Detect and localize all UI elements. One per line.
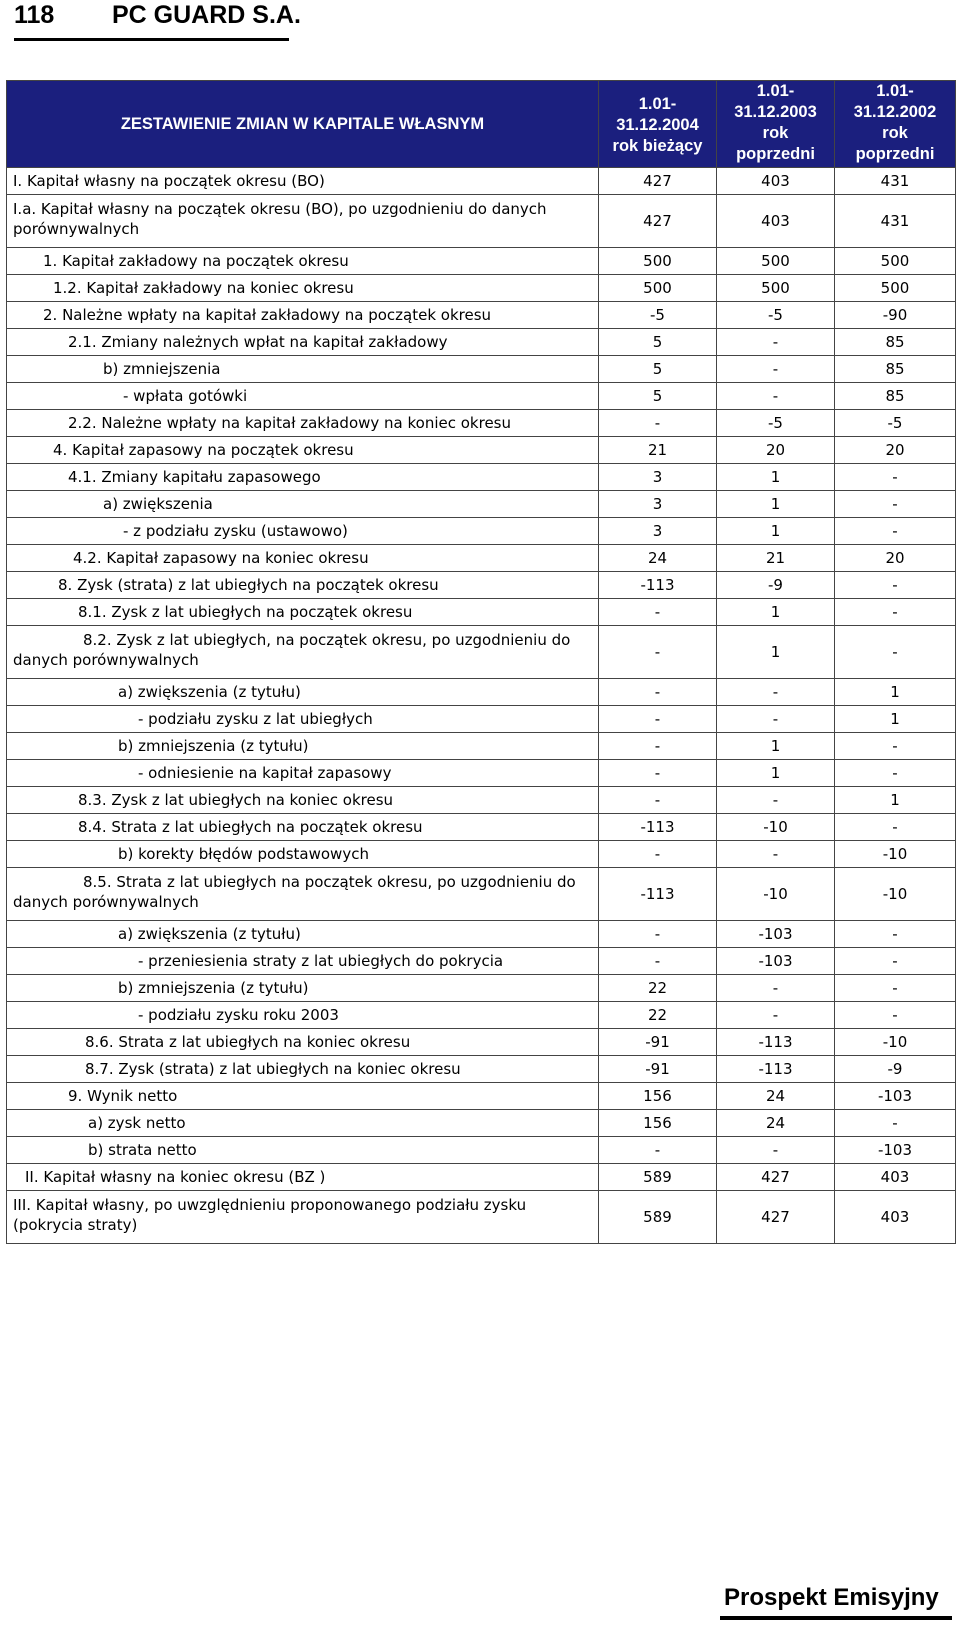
row-value: - [599,921,717,948]
row-value: -91 [599,1056,717,1083]
row-value: 85 [835,329,956,356]
row-label: 8.7. Zysk (strata) z lat ubiegłych na koniec okresu [7,1056,599,1083]
period-header-line: 1.01- [876,82,914,100]
row-label: 1. Kapitał zakładowy na początek okresu [7,248,599,275]
row-label: 4.2. Kapitał zapasowy na koniec okresu [7,545,599,572]
row-value: - [835,948,956,975]
table-row [7,491,956,518]
period-header-line: rok bieżący [612,136,703,155]
table-row [7,168,956,195]
row-value: -10 [835,841,956,868]
row-value: 5 [599,329,717,356]
row-value: 500 [599,248,717,275]
table-row [7,437,956,464]
row-label: - podziału zysku z lat ubiegłych [7,706,599,733]
row-value: - [717,383,835,410]
row-value: - [717,706,835,733]
row-value: -5 [599,302,717,329]
period-header-line: 31.12.2002 [853,103,937,121]
row-value: - [835,464,956,491]
table-row [7,572,956,599]
page-number: 118 [14,1,55,29]
row-label: - z podziału zysku (ustawowo) [7,518,599,545]
table-row [7,626,956,679]
row-value: 85 [835,383,956,410]
row-value: 21 [599,437,717,464]
row-value: -113 [599,572,717,599]
period-header-line: poprzedni [855,145,935,163]
table-row [7,1056,956,1083]
row-value: 85 [835,356,956,383]
row-value: -10 [717,814,835,841]
row-value: 427 [717,1191,835,1244]
row-value: 156 [599,1083,717,1110]
row-value: -10 [835,868,956,921]
row-value: - [599,760,717,787]
row-label: - przeniesienia straty z lat ubiegłych do pokrycia [7,948,599,975]
row-value: 427 [599,195,717,248]
row-value: -5 [717,410,835,437]
row-label: a) zwiększenia [7,491,599,518]
row-value: - [835,733,956,760]
row-value: - [835,921,956,948]
row-label: 2. Należne wpłaty na kapitał zakładowy na początek okresu [7,302,599,329]
row-value: 3 [599,464,717,491]
row-value: - [835,814,956,841]
row-value: 403 [717,195,835,248]
row-value: 1 [835,679,956,706]
table-row [7,787,956,814]
row-value: -5 [835,410,956,437]
table-row [7,1083,956,1110]
row-label: 1.2. Kapitał zakładowy na koniec okresu [7,275,599,302]
row-value: 1 [717,760,835,787]
table-row [7,356,956,383]
row-label: b) zmniejszenia (z tytułu) [7,975,599,1002]
row-label: 8.5. Strata z lat ubiegłych na początek okresu, po uzgodnieniu do danych porównywalnych [7,868,599,921]
row-value: 403 [717,168,835,195]
row-value: 3 [599,518,717,545]
row-value: -9 [717,572,835,599]
row-label: I.a. Kapitał własny na początek okresu (BO), po uzgodnieniu do danych porównywalnych [7,195,599,248]
row-value: - [835,599,956,626]
row-value: - [599,841,717,868]
row-value: 1 [835,706,956,733]
period-header-line: rok [882,124,908,142]
row-value: - [599,733,717,760]
footer-rule [720,1616,952,1620]
row-value: 589 [599,1191,717,1244]
table-row [7,841,956,868]
row-value: 427 [599,168,717,195]
row-value: -10 [835,1029,956,1056]
row-value: - [717,841,835,868]
row-value: 500 [717,248,835,275]
row-value: 24 [717,1083,835,1110]
row-label: I. Kapitał własny na początek okresu (BO) [7,168,599,195]
row-value: 1 [717,491,835,518]
row-value: 1 [717,626,835,679]
row-label: a) zwiększenia (z tytułu) [7,679,599,706]
row-label: III. Kapitał własny, po uwzględnieniu proponowanego podziału zysku (pokrycia straty) [7,1191,599,1244]
row-value: - [835,760,956,787]
period-header-line: 31.12.2003 [734,103,817,121]
footer-title: Prospekt Emisyjny [724,1584,939,1611]
table-row [7,1191,956,1244]
period-header-line: 31.12.2004 [616,115,699,134]
period-header-line: 1.01- [638,94,677,113]
row-value: - [835,975,956,1002]
row-value: -113 [599,814,717,841]
row-value: 403 [835,1191,956,1244]
period-header-line: poprzedni [736,145,815,163]
row-value: - [599,948,717,975]
table-row [7,733,956,760]
row-value: 5 [599,383,717,410]
row-value: -113 [717,1029,835,1056]
row-value: 1 [717,599,835,626]
row-value: 403 [835,1164,956,1191]
row-label: II. Kapitał własny na koniec okresu (BZ ) [7,1164,599,1191]
period-header-2004 [599,81,717,168]
row-value: 427 [717,1164,835,1191]
row-value: - [717,356,835,383]
row-value: - [717,679,835,706]
table-row [7,868,956,921]
row-value: - [599,626,717,679]
row-value: 20 [835,437,956,464]
table-row [7,248,956,275]
table-row [7,760,956,787]
row-value: 5 [599,356,717,383]
table-row [7,275,956,302]
row-value: - [835,1110,956,1137]
row-value: -113 [717,1056,835,1083]
row-value: -91 [599,1029,717,1056]
row-label: b) zmniejszenia (z tytułu) [7,733,599,760]
table-body [7,168,956,1244]
table-row [7,1002,956,1029]
table-row [7,975,956,1002]
row-value: 1 [717,464,835,491]
table-row [7,195,956,248]
row-label: b) strata netto [7,1137,599,1164]
row-value: -103 [717,921,835,948]
company-name: PC GUARD S.A. [112,1,301,29]
row-value: -9 [835,1056,956,1083]
row-value: 1 [717,733,835,760]
row-label: 8. Zysk (strata) z lat ubiegłych na początek okresu [7,572,599,599]
row-label: a) zwiększenia (z tytułu) [7,921,599,948]
table-row [7,1029,956,1056]
row-label: - wpłata gotówki [7,383,599,410]
row-label: 4.1. Zmiany kapitału zapasowego [7,464,599,491]
row-label: 9. Wynik netto [7,1083,599,1110]
period-header-2002 [835,81,956,168]
row-value: - [599,679,717,706]
row-value: 1 [717,518,835,545]
table-header-row [7,81,956,168]
period-header-line: rok [762,124,789,142]
row-value: 24 [717,1110,835,1137]
row-value: - [717,1002,835,1029]
row-value: -10 [717,868,835,921]
row-value: -5 [717,302,835,329]
row-value: - [835,1002,956,1029]
row-value: 20 [717,437,835,464]
row-value: -103 [717,948,835,975]
row-value: 24 [599,545,717,572]
table-row [7,518,956,545]
row-value: 431 [835,168,956,195]
row-value: 500 [717,275,835,302]
row-value: - [599,706,717,733]
equity-changes-table [6,80,956,1244]
row-value: 3 [599,491,717,518]
row-label: - odniesienie na kapitał zapasowy [7,760,599,787]
row-value: - [599,410,717,437]
row-value: 431 [835,195,956,248]
row-value: - [835,491,956,518]
row-value: -90 [835,302,956,329]
row-label: - podziału zysku roku 2003 [7,1002,599,1029]
row-value: 500 [835,248,956,275]
row-value: 22 [599,1002,717,1029]
page-header [14,0,301,41]
table-row [7,706,956,733]
row-value: - [835,626,956,679]
table-row [7,948,956,975]
row-label: 2.2. Należne wpłaty na kapitał zakładowy na koniec okresu [7,410,599,437]
row-value: 21 [717,545,835,572]
row-value: 156 [599,1110,717,1137]
row-label: 8.4. Strata z lat ubiegłych na początek okresu [7,814,599,841]
period-header-line: 1.01- [756,82,795,100]
row-value: - [717,975,835,1002]
row-value: - [717,1137,835,1164]
table-row [7,464,956,491]
row-label: b) zmniejszenia [7,356,599,383]
row-value: 589 [599,1164,717,1191]
row-value: 1 [835,787,956,814]
row-label: 8.6. Strata z lat ubiegłych na koniec okresu [7,1029,599,1056]
row-value: 500 [599,275,717,302]
row-label: 8.2. Zysk z lat ubiegłych, na początek okresu, po uzgodnieniu do danych porównywalnych [7,626,599,679]
period-header-2003 [717,81,835,168]
table-row [7,814,956,841]
row-value: -103 [835,1083,956,1110]
table-row [7,545,956,572]
row-value: - [599,599,717,626]
row-value: - [835,572,956,599]
table-row [7,599,956,626]
row-value: -113 [599,868,717,921]
row-value: - [599,1137,717,1164]
row-value: 20 [835,545,956,572]
table-row [7,302,956,329]
table-row [7,410,956,437]
row-label: 8.3. Zysk z lat ubiegłych na koniec okresu [7,787,599,814]
row-value: - [717,329,835,356]
row-label: b) korekty błędów podstawowych [7,841,599,868]
table-row [7,1110,956,1137]
table-row [7,679,956,706]
table-row [7,921,956,948]
row-label: 4. Kapitał zapasowy na początek okresu [7,437,599,464]
table-row [7,1137,956,1164]
row-value: - [599,787,717,814]
table-row [7,383,956,410]
row-value: 22 [599,975,717,1002]
row-label: 8.1. Zysk z lat ubiegłych na początek okresu [7,599,599,626]
row-value: -103 [835,1137,956,1164]
row-label: a) zysk netto [7,1110,599,1137]
table-title: ZESTAWIENIE ZMIAN W KAPITALE WŁASNYM [7,81,599,168]
table-row [7,329,956,356]
row-label: 2.1. Zmiany należnych wpłat na kapitał zakładowy [7,329,599,356]
table-row [7,1164,956,1191]
row-value: - [717,787,835,814]
row-value: - [835,518,956,545]
row-value: 500 [835,275,956,302]
